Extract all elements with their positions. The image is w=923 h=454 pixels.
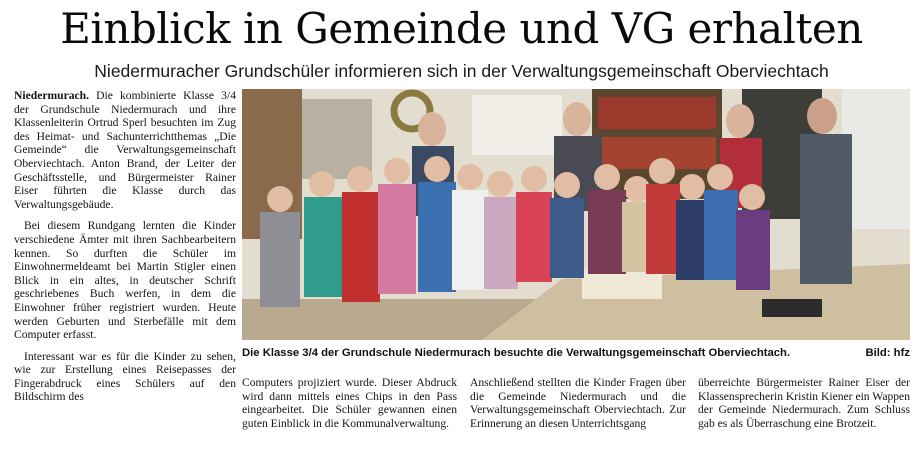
- photo-caption: [242, 346, 910, 360]
- photo-wallchart: [472, 95, 562, 155]
- group-photo: [242, 89, 910, 340]
- group-photo-illustration: [242, 89, 910, 340]
- paragraph-1-text: Die kombinierte Klasse 3/4 der Grundschule Niedermurach und ihre Klassenleiterin Ortrud Sperl besuchten im Zug des Heimat- und Sachunterrichtthemas „Die Gemeinde“ die Verwaltungsgemeinschaft Oberviechtach. Anton Brand, der Leiter der Geschäftsstelle, und Bürgermeister Rainer Eiser führten die Klasse durch das Verwaltungsgebäude.: [14, 89, 236, 211]
- photo-keyboard: [762, 299, 822, 317]
- paragraph-4: Computers projiziert wurde. Dieser Abdruck wird dann mittels eines Chips in den Pass eingearbeitet. Die Schüler gewannen einen guten Einblick in die Kommunalverwaltung.: [242, 376, 457, 430]
- paragraph-3: Interessant war es für die Kinder zu sehen, wie zur Erstellung eines Reisepasses der Fingerabdruck eines Schülers auf den Bildschirm des: [14, 349, 236, 404]
- paragraph-2: Bei diesem Rundgang lernten die Kinder verschiedene Ämter mit ihren Sachbearbeitern kennen. So durften die Schüler im Einwohnermeldeamt bei Martin Stigler einen Blick in ein altes, in deutscher Schrift geschriebenes Buch werfen, in dem die Einwohner früher registriert wurden. Heute werden Geburten und Sterbefälle mit dem Computer erfasst.: [14, 219, 236, 342]
- paragraph-5: Anschließend stellten die Kinder Fragen über die Gemeinde Niedermurach und die Verwaltungsgemeinschaft Oberviechtach. Zur Erinnerung an diesen Unterrichtsgang: [470, 376, 686, 430]
- article-column-3: [470, 376, 686, 430]
- dateline: Niedermurach.: [14, 89, 90, 102]
- paragraph-1: [14, 89, 236, 211]
- paragraph-6: überreichte Bürgermeister Rainer Eiser der Klassensprecherin Kristin Kiener ein Wappen der Gemeinde Niedermurach. Zum Schluss gab es als Überraschung eine Brotzeit.: [698, 376, 910, 430]
- photo-window: [842, 89, 910, 229]
- photo-caption-text: Die Klasse 3/4 der Grundschule Niedermurach besuchte die Verwaltungsgemeinschaft Oberviechtach.: [242, 347, 791, 359]
- article-column-4: [698, 376, 910, 430]
- article-column-1: [14, 89, 236, 404]
- photo-credit: Bild: hfz: [865, 347, 910, 359]
- article-column-2: [242, 376, 457, 430]
- subheadline: Niedermuracher Grundschüler informieren sich in der Verwaltungsgemeinschaft Oberviechtach: [94, 61, 829, 81]
- headline: Einblick in Gemeinde und VG erhalten: [60, 4, 863, 53]
